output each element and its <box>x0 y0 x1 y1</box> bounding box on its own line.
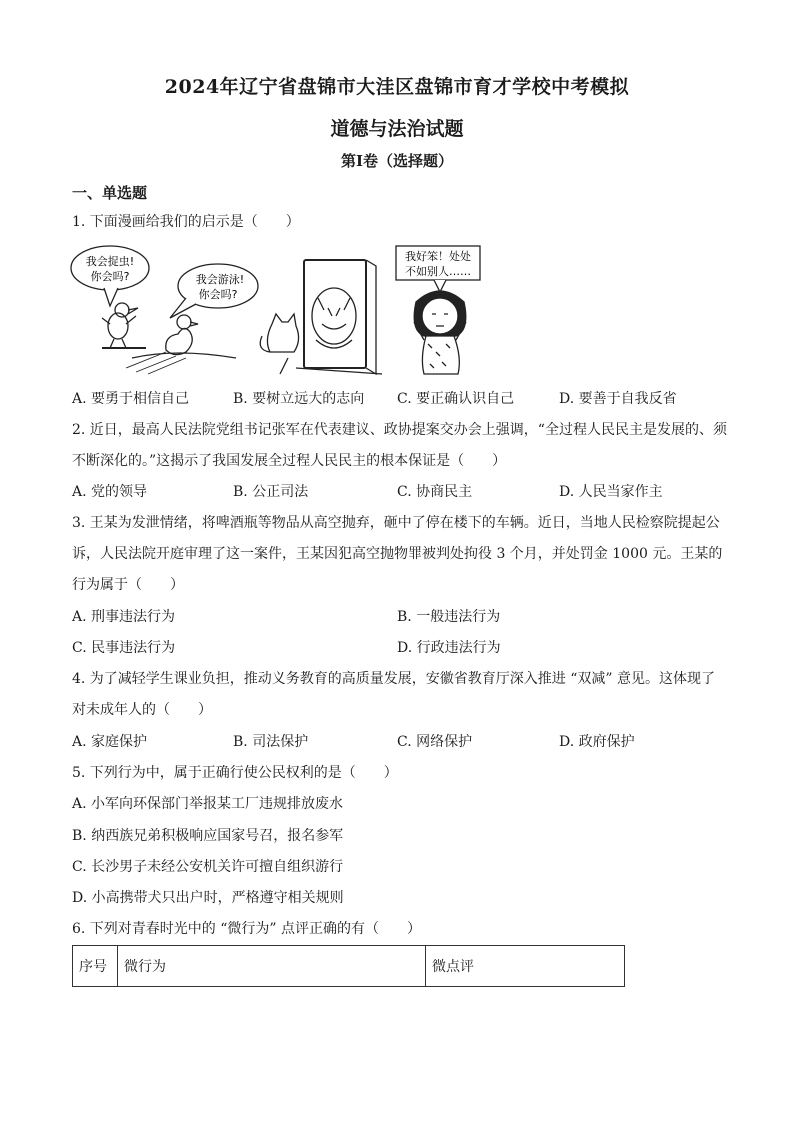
header-comment: 微点评 <box>426 946 625 987</box>
q1-option-c[interactable]: C. 要正确认识自己 <box>397 391 515 407</box>
q3-stem-line3: 行为属于（ ） <box>72 577 184 593</box>
q3-option-d[interactable]: D. 行政违法行为 <box>397 640 501 656</box>
q1-option-b[interactable]: B. 要树立远大的志向 <box>233 391 365 407</box>
header-behavior: 微行为 <box>118 946 426 987</box>
q4-stem-line2: 对未成年人的（ ） <box>72 702 212 718</box>
q6-stem: 6. 下列对青春时光中的 “微行为” 点评正确的有（ ） <box>72 921 422 937</box>
bubble2-line1: 我会游泳! <box>195 273 245 286</box>
q3-stem-line1: 3. 王某为发泄情绪，将啤酒瓶等物品从高空抛弃，砸中了停在楼下的车辆。近日，当地人民检察院提起公 <box>72 515 720 531</box>
bubble1-line1: 我会捉虫! <box>85 255 135 268</box>
q3-stem-line2: 诉，人民法院开庭审理了这一案件，王某因犯高空抛物罪被判处拘役 3 个月，并处罚金 1000 元。王某的 <box>72 546 723 562</box>
q1-cartoon <box>66 240 486 380</box>
q1-stem: 1. 下面漫画给我们的启示是（ ） <box>72 214 300 230</box>
q5-option-b[interactable]: B. 纳西族兄弟积极响应国家号召，报名参军 <box>72 828 344 844</box>
q4-option-a[interactable]: A. 家庭保护 <box>72 734 148 750</box>
q3-option-a[interactable]: A. 刑事违法行为 <box>72 609 176 625</box>
q2-option-b[interactable]: B. 公正司法 <box>233 484 309 500</box>
q5-option-c[interactable]: C. 长沙男子未经公安机关许可擅自组织游行 <box>72 859 344 875</box>
speech-bubble-3 <box>396 246 480 292</box>
q1-option-a[interactable]: A. 要勇于相信自己 <box>72 391 190 407</box>
q6-table <box>72 945 625 987</box>
q4-stem-line1: 4. 为了减轻学生课业负担，推动义务教育的高质量发展，安徽省教育厅深入推进 “双减” 意见。这体现了 <box>72 671 716 687</box>
q4-option-c[interactable]: C. 网络保护 <box>397 734 473 750</box>
q5-stem: 5. 下列行为中，属于正确行使公民权利的是（ ） <box>72 765 398 781</box>
q3-option-b[interactable]: B. 一般违法行为 <box>397 609 501 625</box>
bubble2-line2: 你会吗? <box>198 288 238 301</box>
speech-bubble-1 <box>71 246 149 306</box>
q4-option-d[interactable]: D. 政府保护 <box>559 734 635 750</box>
girl-figure <box>414 291 466 374</box>
header-index: 序号 <box>73 946 118 987</box>
q5-option-a[interactable]: A. 小军向环保部门举报某工厂违规排放废水 <box>72 796 344 812</box>
q5-option-d[interactable]: D. 小高携带犬只出户时，严格遵守相关规则 <box>72 890 344 906</box>
exam-title: 2024年辽宁省盘锦市大洼区盘锦市育才学校中考模拟 <box>164 76 630 98</box>
q1-option-d[interactable]: D. 要善于自我反省 <box>559 391 677 407</box>
bubble1-line2: 你会吗? <box>90 270 130 283</box>
q3-option-c[interactable]: C. 民事违法行为 <box>72 640 176 656</box>
q4-option-b[interactable]: B. 司法保护 <box>233 734 309 750</box>
speech-bubble-2 <box>170 264 258 318</box>
q2-option-c[interactable]: C. 协商民主 <box>397 484 473 500</box>
table-header-row <box>73 946 625 987</box>
bird-figure <box>102 303 146 348</box>
bubble3-line1: 我好笨！处处 <box>405 250 471 263</box>
duck-figure <box>126 315 236 374</box>
section-heading: 一、单选题 <box>72 184 148 202</box>
bubble3-line2: 不如别人…… <box>405 265 471 278</box>
cat-mirror-figure <box>260 260 382 374</box>
volume-title: 第I卷（选择题） <box>340 152 454 170</box>
q2-option-d[interactable]: D. 人民当家作主 <box>559 484 663 500</box>
exam-subtitle: 道德与法治试题 <box>330 118 464 140</box>
q2-stem-line2: 不断深化的。”这揭示了我国发展全过程人民民主的根本保证是（ ） <box>72 453 507 469</box>
q2-option-a[interactable]: A. 党的领导 <box>72 484 148 500</box>
q2-stem-line1: 2. 近日，最高人民法院党组书记张军在代表建议、政协提案交办会上强调，“全过程人民民主是发展的、须 <box>72 422 727 438</box>
